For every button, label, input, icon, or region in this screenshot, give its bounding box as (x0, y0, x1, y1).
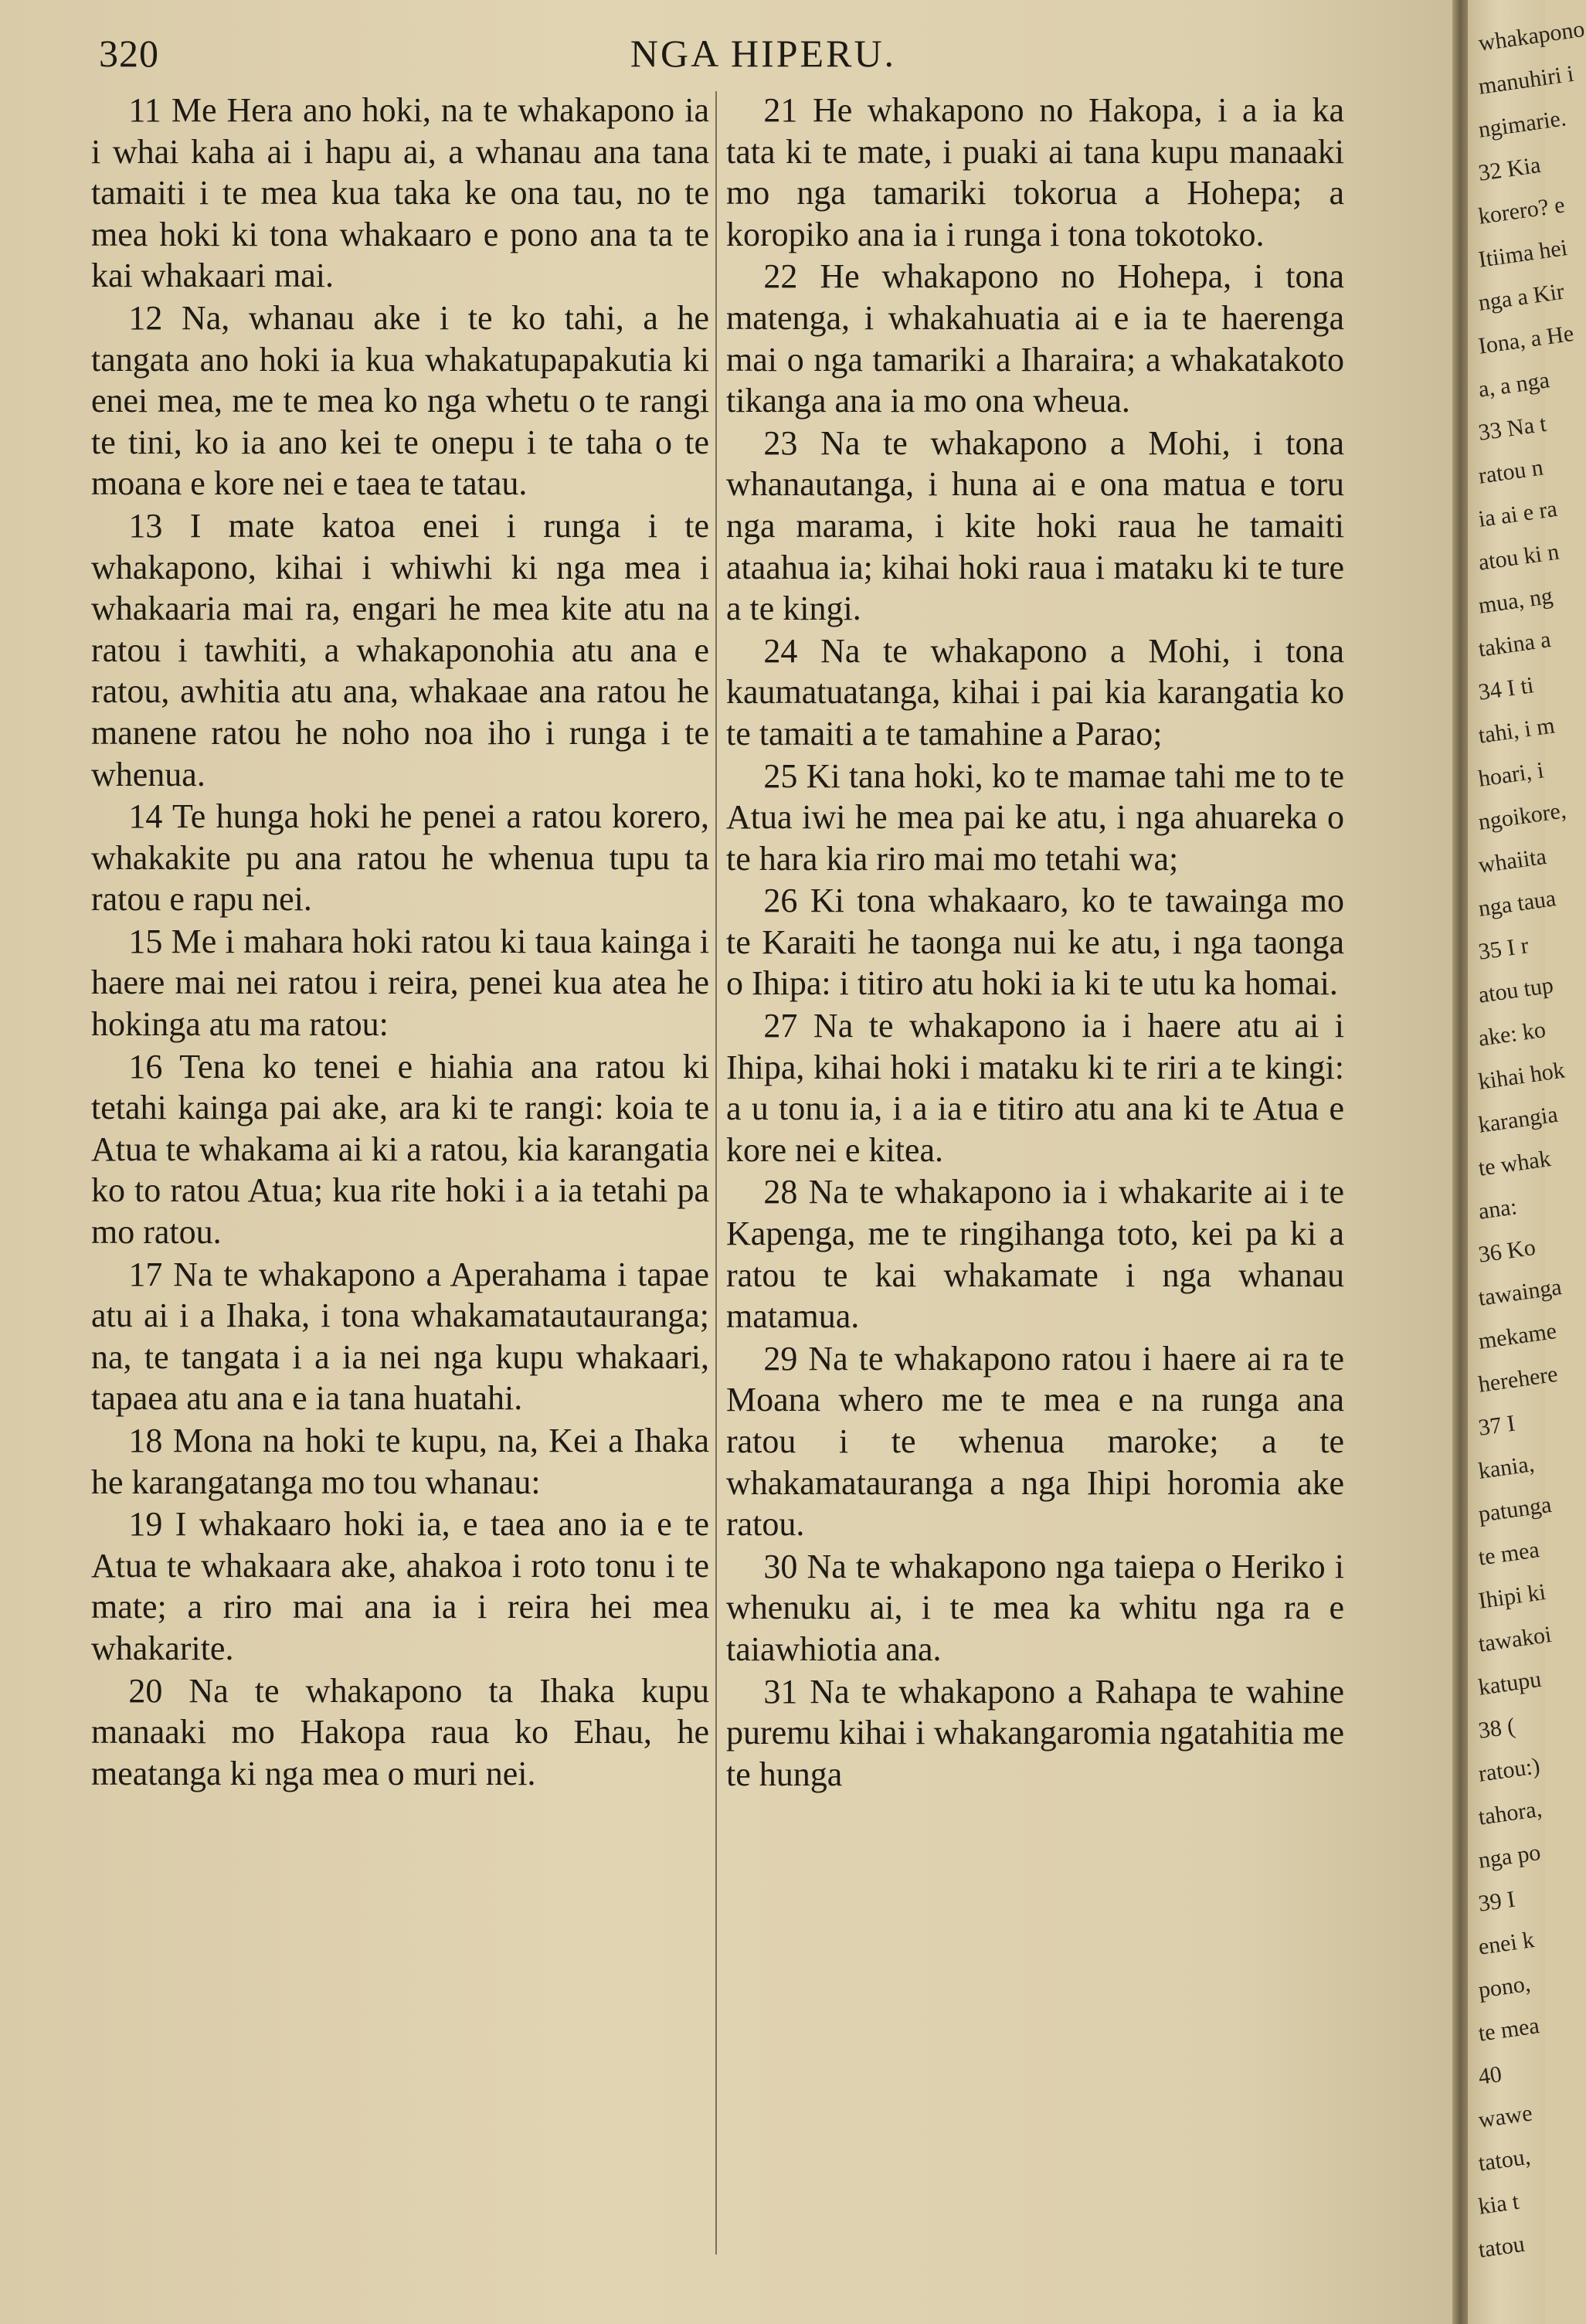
verse-26: 26 Ki tona whakaaro, ko te tawainga mo te Karaiti he taonga nui ke atu, i nga taonga o Ihipa: i titiro atu hoki ia ki te utu ka homai. (726, 882, 1344, 1003)
verse-25: 25 Ki tana hoki, ko te mamae tahi me to te Atua iwi he mea pai ke atu, i nga ahuareka o te hara kia riro mai mo tetahi wa; (726, 756, 1344, 878)
right-column (726, 90, 1344, 1796)
verse-29: 29 Na te whakapono ratou i haere ai ra te Moana whero me te mea e na runga ana ratou i te whenua maroke; a te whakamatauranga a nga Ihipi horomia ake ratou. (726, 1339, 1344, 1544)
verse-17: 17 Na te whakapono a Aperahama i tapae atu ai i a Ihaka, i tona whakamatautauranga; na, te tangata i a ia nei nga kupu whakaari, tapaea atu ana e ia tana huatahi. (91, 1255, 709, 1418)
column-divider (715, 91, 717, 2254)
next-page-fragment: whaiita (1476, 843, 1548, 878)
next-page-fragment: kania, (1476, 1451, 1536, 1484)
next-page-fragment: pono, (1476, 1970, 1533, 2003)
verse-27: 27 Na te whakapono ia i haere atu ai i Ihipa, kihai hoki i mataku ki te riri a te kingi: a u tonu ia, i a ia e titiro atu ana ki te Atua e kore nei e kitea. (726, 1007, 1344, 1169)
next-page-fragment: patunga (1476, 1491, 1554, 1527)
next-page-fragment: 32 Kia (1476, 151, 1543, 186)
next-page-fragment: katupu (1476, 1666, 1544, 1701)
next-page-fragment: tatou, (1476, 2143, 1533, 2176)
next-page-fragment: enei k (1476, 1927, 1536, 1960)
next-page-fragment: whakapono (1476, 15, 1586, 56)
next-page-edge (1468, 0, 1586, 2324)
next-page-fragment: 37 I (1476, 1410, 1517, 1441)
verse-19: 19 I whakaaro hoki ia, e taea ano ia e te Atua te whakaara ake, ahakoa i roto tonu i te mate; a riro mai ana ia i reira hei mea whakarite. (91, 1505, 709, 1667)
verse-22: 22 He whakapono no Hohepa, i tona matenga, i whakahuatia ai e ia te haerenga mai o nga tamariki a Iharaira; a whakatakoto tikanga ana ia mo ona wheua. (726, 257, 1344, 420)
left-column (91, 90, 709, 1795)
next-page-fragment: ngoikore, (1476, 797, 1568, 835)
verse-18: 18 Mona na hoki te kupu, na, Kei a Ihaka he karangatanga mo tou whanau: (91, 1422, 709, 1501)
next-page-fragment: 36 Ko (1476, 1234, 1537, 1268)
next-page-fragment: Itiima hei (1476, 235, 1569, 273)
next-page-fragment: 35 I r (1476, 933, 1530, 965)
next-page-fragment: ake: ko (1476, 1016, 1547, 1052)
next-page-fragment: korero? e (1476, 192, 1567, 229)
next-page-fragment: tahi, i m (1476, 712, 1557, 749)
next-page-fragment: ratou:) (1476, 1753, 1542, 1787)
next-page-fragment: manuhiri i (1476, 60, 1576, 100)
next-page-fragment: karangia (1476, 1101, 1560, 1138)
verse-23: 23 Na te whakapono a Mohi, i tona whanautanga, i huna ai e ona matua e toru nga marama, i kite hoki raua he tamaiti ataahua ia; kihai hoki raua i mataku ki te ture a te kingi. (726, 423, 1344, 628)
next-page-fragment: nga taua (1476, 885, 1558, 922)
next-page-fragment: 40 (1476, 2061, 1503, 2090)
next-page-fragment: wawe (1476, 2100, 1534, 2133)
next-page-fragment: ia ai e ra (1476, 495, 1559, 532)
next-page-fragment: 39 I (1476, 1886, 1517, 1917)
next-page-fragment: hoari, i (1476, 757, 1546, 792)
verse-21: 21 He whakapono no Hakopa, i a ia ka tata ki te mate, i puaki ai tana kupu manaaki mo nga tamariki tokorua a Hohepa; a koropiko ana ia i runga i tona tokotoko. (726, 91, 1344, 253)
verse-31: 31 Na te whakapono a Rahapa te wahine puremu kihai i whakangaromia ngatahitia me te hunga (726, 1672, 1344, 1793)
next-page-fragment: takina a (1476, 627, 1553, 662)
next-page-fragment: te mea (1476, 1537, 1541, 1571)
next-page-fragment: ana: (1476, 1194, 1519, 1225)
page-header (99, 31, 1428, 85)
next-page-fragment: nga a Kir (1476, 278, 1566, 316)
next-page-fragment: nga po (1476, 1839, 1543, 1874)
verse-15: 15 Me i mahara hoki ratou ki taua kainga i haere mai nei ratou i reira, penei kua atea he hokinga atu ma ratou: (91, 922, 709, 1044)
verse-13: 13 I mate katoa enei i runga i te whakapono, kihai i whiwhi ki nga mea i whakaaria mai ra, engari he mea kite atu na ratou i tawhiti, a whakaponohia atu ana e ratou, awhitia atu ana, whakaae ana ratou he manene ratou he noho noa iho i runga i te whenua. (91, 506, 709, 793)
verse-14: 14 Te hunga hoki he penei a ratou korero, whakakite pu ana ratou he whenua tupu ta ratou e rapu nei. (91, 797, 709, 919)
next-page-fragment: ratou n (1476, 454, 1545, 489)
next-page-fragment: tahora, (1476, 1796, 1544, 1830)
book-gutter (1452, 0, 1468, 2324)
next-page-fragment: 38 ( (1476, 1713, 1517, 1744)
next-page-fragment: kia t (1476, 2188, 1521, 2220)
next-page-fragment: Iona, a He (1476, 320, 1576, 359)
next-page-fragment: kihai hok (1476, 1057, 1567, 1095)
next-page-fragment: a, a nga (1476, 367, 1551, 403)
verse-16: 16 Tena ko tenei e hiahia ana ratou ki tetahi kainga pai ake, ara ki te rangi: koia te Atua te whakama ai ki a ratou, kia karangatia ko to ratou Atua; kua rite hoki i a ia tetahi pa mo ratou. (91, 1047, 709, 1252)
verse-24: 24 Na te whakapono a Mohi, i tona kaumatuatanga, kihai i pai kia karangatia ko te tamaiti a te tamahine a Parao; (726, 631, 1344, 753)
next-page-fragment: ngimarie. (1476, 105, 1568, 143)
next-page-fragment: atou ki n (1476, 539, 1561, 576)
next-page-fragment: 34 I ti (1476, 672, 1536, 705)
verse-20: 20 Na te whakapono ta Ihaka kupu manaaki mo Hakopa raua ko Ehau, he meatanga ki nga mea o muri nei. (91, 1671, 709, 1792)
next-page-fragment: te whak (1476, 1146, 1553, 1181)
next-page-fragment: atou tup (1476, 972, 1555, 1008)
verse-11: 11 Me Hera ano hoki, na te whakapono ia i whai kaha ai i hapu ai, a whanau ana tana tamaiti i te mea kua taka ke ona tau, no te mea hoki ki tona whakaaro e pono ana ta te kai whakaari mai. (91, 91, 709, 295)
verse-12: 12 Na, whanau ake i te ko tahi, a he tangata ano hoki ia kua whakatupapakutia ki enei mea, me te mea ko nga whetu o te rangi te tini, ko ia ano kei te onepu i te taha o te moana e kore nei e taea te tatau. (91, 298, 709, 503)
next-page-fragment: mua, ng (1476, 583, 1554, 619)
next-page-fragment: tatou (1476, 2231, 1527, 2263)
next-page-fragment: Ihipi ki (1476, 1578, 1547, 1614)
verse-30: 30 Na te whakapono nga taiepa o Heriko i whenuku ai, i te mea ka whitu nga ra e taiawhiotia ana. (726, 1547, 1344, 1668)
verse-28: 28 Na te whakapono ia i whakarite ai i te Kapenga, me te ringihanga toto, kei pa ki a ratou te kai whakamate i nga whanau matamua. (726, 1173, 1344, 1336)
next-page-fragment: herehere (1476, 1361, 1560, 1398)
page-number: 320 (99, 32, 159, 75)
next-page-fragment: tawakoi (1476, 1621, 1554, 1657)
next-page-fragment: tawainga (1476, 1274, 1564, 1311)
next-page-fragment: te mea (1476, 2013, 1541, 2047)
running-title: NGA HIPERU. (630, 32, 897, 75)
next-page-fragment: 33 Na t (1476, 410, 1548, 446)
next-page-fragment: mekame (1476, 1318, 1558, 1354)
